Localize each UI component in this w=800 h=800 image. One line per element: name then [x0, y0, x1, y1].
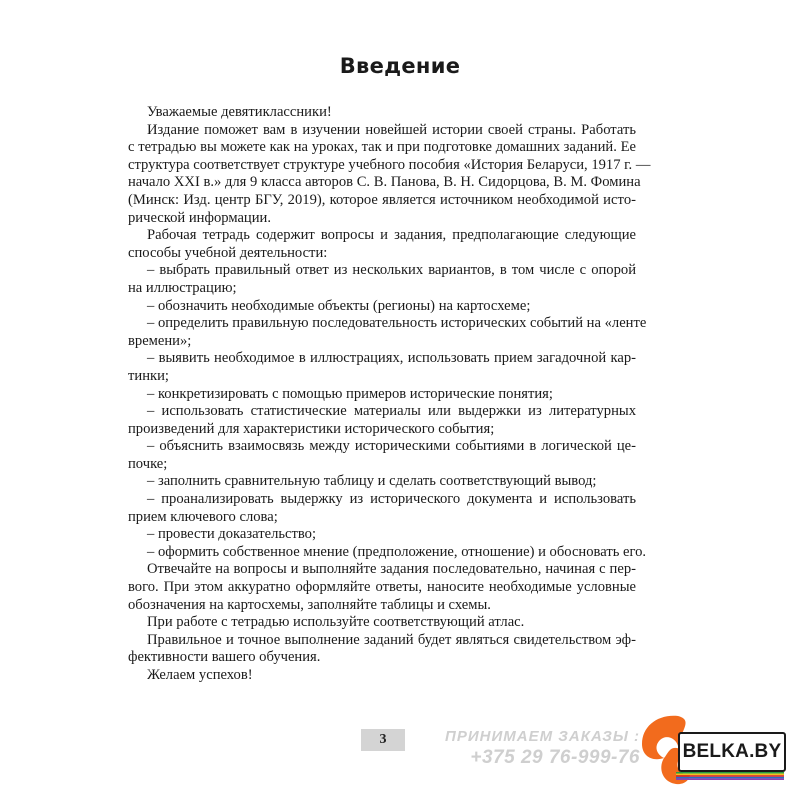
- text-line: – провести доказательство;: [147, 526, 317, 543]
- text-line: произведений для характеристики исторического события;: [128, 420, 495, 437]
- logo-text: BELKA.BY: [678, 732, 786, 772]
- body-text: [128, 104, 651, 685]
- text-line: способы учебной деятельности:: [128, 244, 328, 261]
- logo-stripes: [676, 772, 784, 780]
- text-line: – заполнить сравнительную таблицу и сделать соответствующий вывод;: [147, 473, 597, 490]
- text-line: (Минск: Изд. центр БГУ, 2019), которое является источником необходимой истo-: [128, 191, 636, 208]
- logo-stripe: [676, 774, 784, 776]
- watermark: [440, 728, 640, 769]
- text-line: – конкретизировать с помощью примеров исторические понятия;: [147, 385, 553, 402]
- text-line: начало XXI в.» для 9 класса авторов С. В. Панова, В. Н. Сидорцова, В. М. Фомина: [128, 174, 641, 191]
- text-line: структура соответствует структуре учебного пособия «История Беларуси, 1917 г. —: [128, 156, 651, 173]
- text-line: Желаем успехов!: [147, 667, 253, 683]
- text-line: – выявить необходимое в иллюстрациях, использовать прием загадочной кар-: [147, 350, 636, 367]
- text-line: рической информации.: [128, 209, 272, 226]
- text-line: фективности вашего обучения.: [128, 649, 321, 666]
- logo-stripe: [676, 772, 784, 774]
- text-line: обозначения на картосхемы, заполняйте таблицы и схемы.: [128, 596, 491, 613]
- text-line: Правильное и точное выполнение заданий будет являться свидетельством эф-: [147, 631, 636, 648]
- text-line: – выбрать правильный ответ из нескольких вариантов, в том числе с опорой: [147, 262, 636, 279]
- text-line: вого. При этом аккуратно оформляйте ответы, наносите необходимые условные: [128, 579, 636, 596]
- logo-stripe: [676, 777, 784, 779]
- text-line: Издание поможет вам в изучении новейшей истории своей страны. Работать: [147, 121, 636, 138]
- text-line: – оформить собственное мнение (предположение, отношение) и обосновать его.: [147, 543, 647, 560]
- text-line: – определить правильную последовательность исторических событий на «ленте: [147, 315, 647, 332]
- text-line: – объяснить взаимосвязь между историческими событиями в логической це-: [147, 438, 636, 455]
- text-line: на иллюстрацию;: [128, 279, 237, 296]
- text-line: с тетрадью вы можете как на уроках, так и при подготовке домашних заданий. Ее: [128, 139, 636, 156]
- text-line: прием ключевого слова;: [128, 508, 278, 525]
- text-line: тинки;: [128, 367, 169, 384]
- text-line: При работе с тетрадью используйте соответствующий атлас.: [147, 614, 525, 631]
- text-line: – проанализировать выдержку из исторического документа и использовать: [147, 491, 636, 508]
- text-line: – обозначить необходимые объекты (регионы) на картосхеме;: [147, 297, 531, 314]
- logo-stripe: [676, 775, 784, 777]
- watermark-line-1: ПРИНИМАЕМ ЗАКАЗЫ :: [445, 728, 640, 745]
- text-line: Рабочая тетрадь содержит вопросы и задания, предполагающие следующие: [147, 227, 636, 244]
- text-line: – использовать статистические материалы или выдержки из литературных: [147, 403, 636, 420]
- watermark-phone: +375 29 76-999-76: [470, 747, 640, 768]
- page-number: 3: [361, 729, 405, 751]
- text-line: Отвечайте на вопросы и выполняйте задания последовательно, начиная с пер-: [147, 561, 636, 578]
- text-line: времени»;: [128, 332, 192, 349]
- text-line: Уважаемые девятиклассники!: [147, 104, 332, 120]
- text-line: почке;: [128, 455, 168, 472]
- logo-stripe: [676, 778, 784, 780]
- page-title: Введение: [339, 54, 461, 78]
